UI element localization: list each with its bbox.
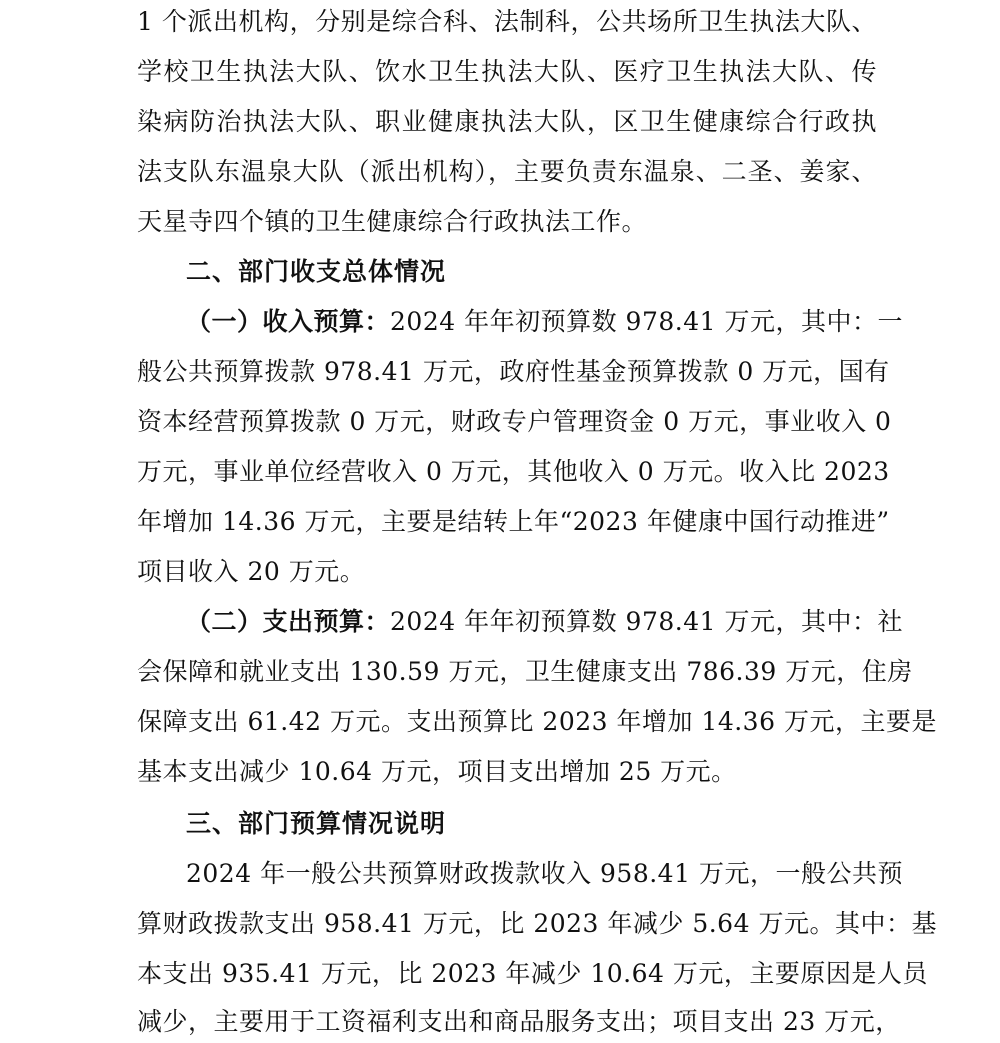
section-3-line-4: 减少，主要用于工资福利支出和商品服务支出；项目支出 23 万元，: [137, 1007, 901, 1036]
intro-line-3: 染病防治执法大队、职业健康执法大队，区卫生健康综合行政执: [137, 107, 877, 136]
section-2-heading: 二、部门收支总体情况: [186, 257, 447, 286]
section-3-line-3: 本支出 935.41 万元，比 2023 年减少 10.64 万元，主要原因是人员: [137, 959, 928, 988]
intro-line-1: 1 个派出机构，分别是综合科、法制科，公共场所卫生执法大队、: [137, 7, 877, 36]
expenditure-line-1-text: 2024 年年初预算数 978.41 万元，其中：社: [390, 607, 903, 636]
income-line-4: 万元，事业单位经营收入 0 万元，其他收入 0 万元。收入比 2023: [137, 457, 890, 486]
section-3-line-2: 算财政拨款支出 958.41 万元，比 2023 年减少 5.64 万元。其中：基: [137, 909, 937, 938]
expenditure-line-1: [186, 602, 903, 642]
intro-line-5: 天星寺四个镇的卫生健康综合行政执法工作。: [137, 207, 648, 236]
intro-line-4: 法支队东温泉大队（派出机构），主要负责东温泉、二圣、姜家、: [137, 157, 877, 186]
income-line-1: [186, 302, 903, 342]
expenditure-line-2: 会保障和就业支出 130.59 万元，卫生健康支出 786.39 万元，住房: [137, 657, 913, 686]
section-3-line-1: 2024 年一般公共预算财政拨款收入 958.41 万元，一般公共预: [186, 859, 903, 888]
expenditure-label: （二）支出预算：: [186, 607, 391, 636]
income-line-3: 资本经营预算拨款 0 万元，财政专户管理资金 0 万元，事业收入 0: [137, 407, 892, 436]
section-3-heading: 三、部门预算情况说明: [186, 809, 447, 838]
income-label: （一）收入预算：: [186, 307, 391, 336]
income-line-5: 年增加 14.36 万元，主要是结转上年“2023 年健康中国行动推进”: [137, 507, 890, 536]
intro-line-2: 学校卫生执法大队、饮水卫生执法大队、医疗卫生执法大队、传: [137, 57, 877, 86]
income-line-1-text: 2024 年年初预算数 978.41 万元，其中：一: [390, 307, 903, 336]
expenditure-line-4: 基本支出减少 10.64 万元，项目支出增加 25 万元。: [137, 757, 737, 786]
income-line-6: 项目收入 20 万元。: [137, 557, 366, 586]
expenditure-line-3: 保障支出 61.42 万元。支出预算比 2023 年增加 14.36 万元，主要是: [137, 707, 937, 736]
income-line-2: 般公共预算拨款 978.41 万元，政府性基金预算拨款 0 万元，国有: [137, 357, 890, 386]
